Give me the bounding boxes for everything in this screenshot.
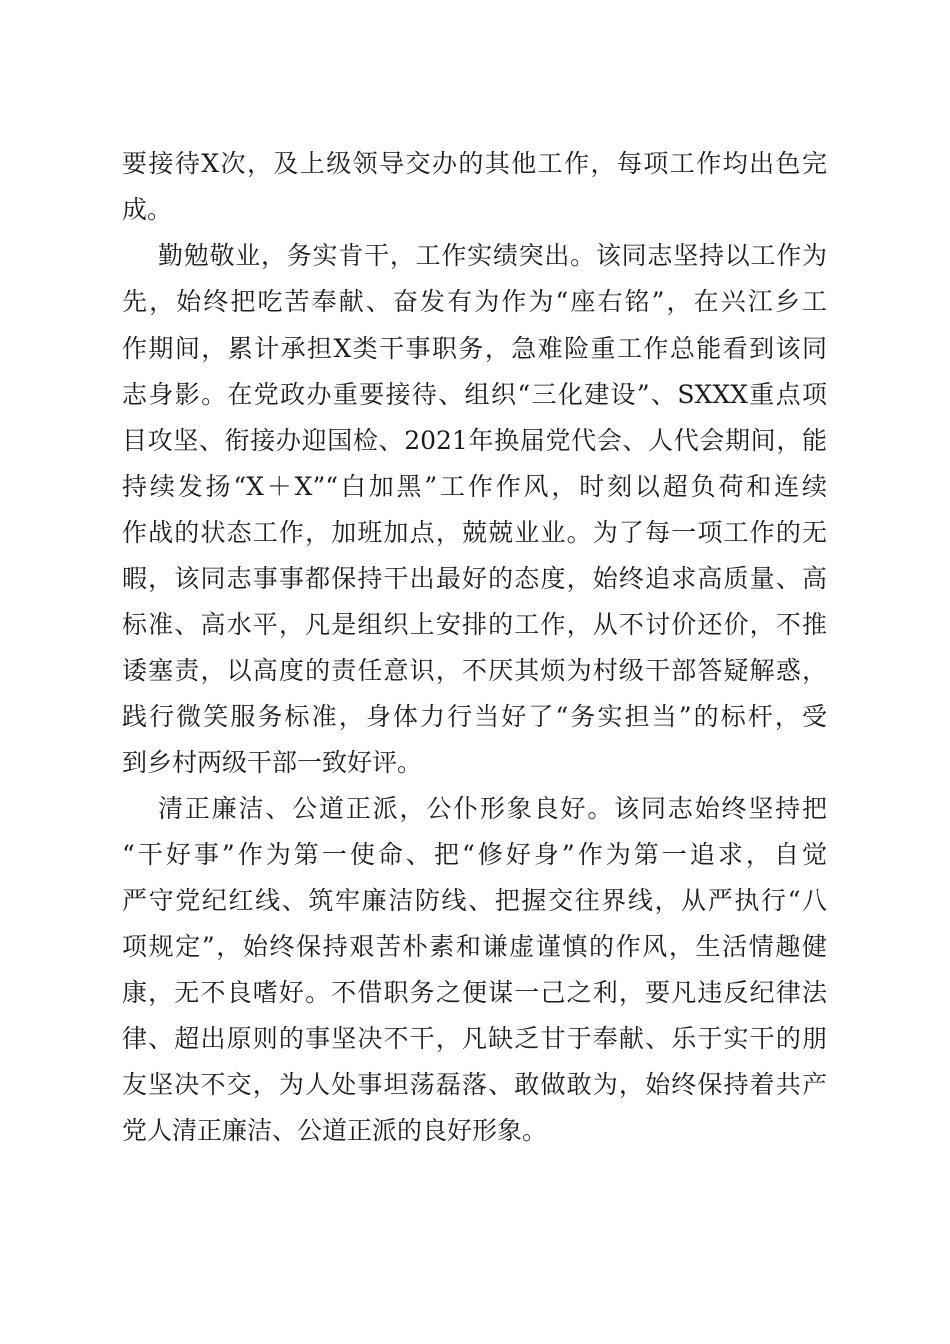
text-line: 志身影。在党政办重要接待、组织“三化建设”、SXXX重点项 <box>122 380 827 409</box>
text-line: “干好事”作为第一使命、把“修好身”作为第一追求，自觉 <box>122 840 827 869</box>
text-line: 暇，该同志事事都保持干出最好的态度，始终追求高质量、高 <box>122 564 827 593</box>
text-line: 项规定”，始终保持艰苦朴素和谦虚谨慎的作风，生活情趣健 <box>122 932 827 961</box>
paragraph-start-line: 清正廉洁、公道正派，公仆形象良好。该同志始终坚持把 <box>158 794 827 823</box>
text-line: 践行微笑服务标准，身体力行当好了“务实担当”的标杆，受 <box>122 702 827 731</box>
text-line: 要接待X次，及上级领导交办的其他工作，每项工作均出色完 <box>122 149 827 178</box>
paragraph-start-line: 勤勉敬业，务实肯干，工作实绩突出。该同志坚持以工作为 <box>158 241 827 270</box>
text-line: 作期间，累计承担X类干事职务，急难险重工作总能看到该同 <box>122 334 827 363</box>
text-line: 党人清正廉洁、公道正派的良好形象。 <box>122 1116 548 1145</box>
text-line: 作战的状态工作，加班加点，兢兢业业。为了每一项工作的无 <box>122 518 827 547</box>
text-line: 到乡村两级干部一致好评。 <box>122 748 423 777</box>
text-line: 先，始终把吃苦奉献、奋发有为作为“座右铭”，在兴江乡工 <box>122 287 827 316</box>
text-line: 康，无不良嗜好。不借职务之便谋一己之利，要凡违反纪律法 <box>122 978 827 1007</box>
text-line: 目攻坚、衔接办迎国检、2021年换届党代会、人代会期间，能 <box>122 426 827 455</box>
text-line: 成。 <box>122 195 173 224</box>
text-line: 持续发扬“X＋X”“白加黑”工作作风，时刻以超负荷和连续 <box>122 472 827 501</box>
text-line: 标准、高水平，凡是组织上安排的工作，从不讨价还价，不推 <box>122 610 827 639</box>
text-line: 律、超出原则的事坚决不干，凡缺乏甘于奉献、乐于实干的朋 <box>122 1024 827 1053</box>
text-line: 友坚决不交，为人处事坦荡磊落、敢做敢为，始终保持着共产 <box>122 1070 827 1099</box>
text-line: 严守党纪红线、筑牢廉洁防线、把握交往界线，从严执行“八 <box>122 886 827 915</box>
text-line: 诿塞责，以高度的责任意识，不厌其烦为村级干部答疑解惑， <box>122 656 827 685</box>
